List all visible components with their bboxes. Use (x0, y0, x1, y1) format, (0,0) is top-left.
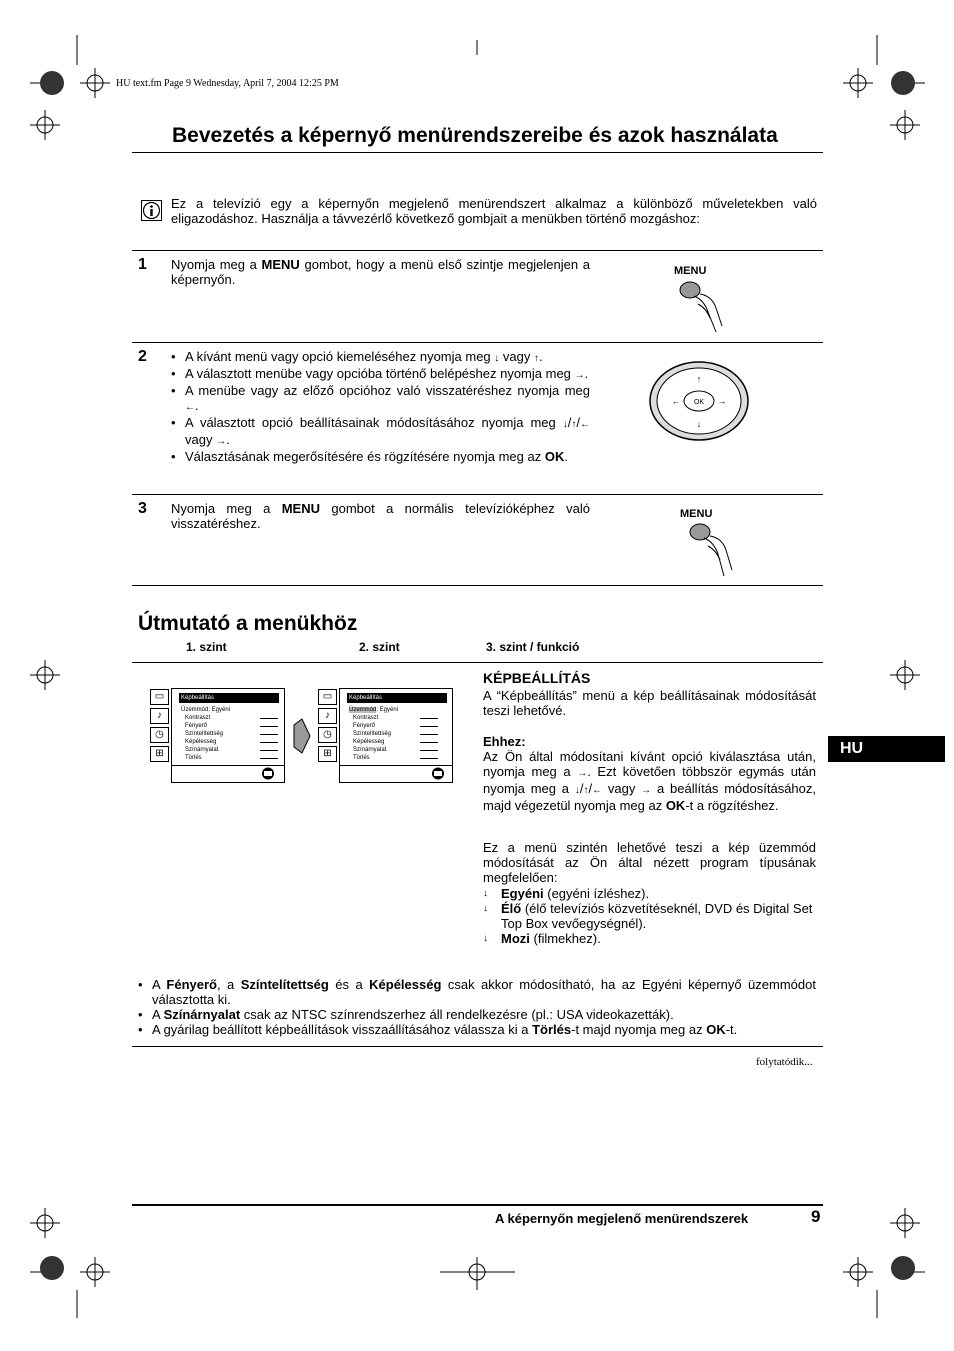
step-3-text: Nyomja meg a MENU gombot a normális televízióképhez való visszatéréshez. (171, 501, 591, 531)
info-icon (141, 200, 162, 221)
mode-line: Üzemmód: Egyéni (349, 707, 399, 713)
menu-screen-level-1 (171, 688, 285, 783)
step-2-bullet-5: • Választásának megerősítésére és rögzítésére nyomja meg az OK. (171, 449, 590, 464)
step1-rule (132, 250, 823, 251)
menu-button-hand-icon (688, 520, 748, 580)
menu-button-label-1: MENU (674, 265, 707, 277)
language-tab: HU (828, 736, 945, 762)
timer-menu-icon: ◷ (318, 727, 337, 743)
notes-list (138, 977, 816, 1037)
down-arrow-icon: ↓ (483, 933, 488, 944)
svg-text:↑: ↑ (696, 374, 702, 384)
menu-item: Fényerő (353, 723, 376, 729)
right-arrow-icon (292, 717, 312, 755)
page-number: 9 (811, 1207, 821, 1226)
sound-menu-icon: ♪ (318, 708, 337, 724)
left-arrow-icon: ← (592, 785, 603, 796)
svg-text:→: → (717, 396, 727, 406)
column-header-level-2: 2. szint (359, 640, 400, 654)
steps-end-rule (132, 585, 823, 586)
page-title: Bevezetés a képernyő menürendszereibe és azok használata (172, 124, 778, 147)
ehhez-label: Ehhez: (483, 734, 526, 749)
step-2-bullet-2: • A választott menübe vagy opcióba történő belépéshez nyomja meg →. (171, 366, 590, 383)
title-rule (132, 152, 823, 153)
step-2-list (171, 349, 590, 464)
timer-menu-icon: ◷ (150, 727, 169, 743)
up-arrow-icon: ↑ (571, 419, 577, 430)
continues-text: folytatódik... (756, 1056, 813, 1068)
step2-rule (132, 342, 823, 343)
note-1: • A Fényerő, a Színtelítettség és a Képélesség csak akkor módosítható, ha az Egyéni képernyő üzemmódot választotta ki. (138, 977, 816, 1007)
note-3: • A gyárilag beállított képbeállítások visszaállításához válassza ki a Törlés-t majd nyomja meg az OK-t. (138, 1022, 816, 1037)
menu-screen-header: Képbeállítás (179, 693, 279, 703)
step-2-bullet-3: • A menübe vagy az előző opcióhoz való visszatéréshez nyomja meg ←. (171, 383, 590, 415)
mode-line: Üzemmód: Egyéni (181, 707, 231, 713)
menu-button-label-3: MENU (680, 508, 713, 520)
down-arrow-icon: ↓ (562, 419, 568, 430)
menu-item: Színárnyalat (185, 747, 219, 753)
menu-item: Színtelítettség (353, 731, 392, 737)
down-arrow-icon: ↓ (483, 903, 488, 914)
setup-menu-icon: ⊞ (318, 746, 337, 762)
menu-item: Kontraszt (353, 715, 379, 721)
menu-item: Színárnyalat (353, 747, 387, 753)
column-header-level-1: 1. szint (186, 640, 227, 654)
footer-rule (132, 1204, 823, 1206)
menu-item: Képélesség (185, 739, 217, 745)
guide-title: Útmutató a menükhöz (138, 612, 358, 635)
down-arrow-icon: ↓ (483, 888, 488, 899)
menu-item: Képélesség (353, 739, 385, 745)
picture-menu-icon: ▭ (318, 689, 337, 705)
down-arrow-icon: ↓ (494, 353, 500, 364)
step-2-number: 2 (138, 348, 147, 365)
kepbeallitas-desc: A “Képbeállítás” menü a kép beállításainak módosítását teszi lehetővé. (483, 688, 816, 718)
column-header-rule (132, 662, 823, 663)
ehhez-text: Az Ön által módosítani kívánt opció kiválasztása után, nyomja meg a →. Ezt követően többször egymás után nyomja meg a ↓/↑/← vagy → a beállítás módosításához, majd végezetül nyomja meg az OK-t a rögzítéshez. (483, 749, 817, 813)
right-arrow-icon: → (216, 436, 227, 447)
left-arrow-icon: ← (185, 402, 195, 413)
left-arrow-icon: ← (580, 419, 590, 430)
right-arrow-icon: → (577, 768, 588, 779)
mode-text: Ez a menü szintén lehetővé teszi a kép üzemmód módosítását az Ön által nézett program típusának megfelelően: (483, 840, 816, 885)
ok-nav-icon (431, 767, 445, 780)
menu-item: Törlés (185, 755, 202, 761)
step-2-bullet-1: • A kívánt menü vagy opció kiemeléséhez nyomja meg ↓ vagy ↑. (171, 349, 590, 366)
up-arrow-icon: ↑ (583, 785, 589, 796)
down-arrow-icon: ↓ (574, 785, 580, 796)
mode-item: ↓ Mozi (filmekhez). (483, 931, 601, 946)
sound-menu-icon: ♪ (150, 708, 169, 724)
menu-button-hand-icon (676, 278, 736, 338)
right-arrow-icon: → (574, 370, 585, 381)
setup-menu-icon: ⊞ (150, 746, 169, 762)
mode-item: ↓ Egyéni (egyéni ízléshez). (483, 886, 650, 901)
menu-screen-level-2 (339, 688, 453, 783)
step-1-text: Nyomja meg a MENU gombot, hogy a menü első szintje megjelenjen a képernyőn. (171, 257, 590, 287)
menu-item: Színtelítettség (185, 731, 224, 737)
mode-item: ↓ Élő (élő televíziós közvetítéseknél, DVD és Digital Set Top Box vevőegységnél). (483, 901, 813, 931)
menu-item: Fényerő (185, 723, 208, 729)
right-arrow-icon: → (641, 785, 652, 796)
navigation-pad-icon (648, 360, 750, 442)
intro-text: Ez a televízió egy a képernyőn megjelenő menürendszert alkalmaz a különböző műveletekben való eligazodáshoz. Használja a távvezérlő következő gombjait a menükben történő mozgáshoz: (171, 196, 817, 226)
menu-item: Törlés (353, 755, 370, 761)
step-1-number: 1 (138, 256, 147, 273)
notes-rule (132, 1046, 823, 1047)
column-header-level-3: 3. szint / funkció (486, 640, 580, 654)
svg-text:OK: OK (693, 399, 705, 406)
step3-rule (132, 494, 823, 495)
picture-menu-icon: ▭ (150, 689, 169, 705)
kepbeallitas-heading: KÉPBEÁLLÍTÁS (483, 670, 591, 686)
mode-list (483, 886, 816, 946)
menu-screen-header: Képbeállítás (347, 693, 447, 703)
file-header: HU text.fm Page 9 Wednesday, April 7, 2004 12:25 PM (116, 78, 339, 89)
step-2-bullet-4: • A választott opció beállításainak módosításához nyomja meg ↓/↑/← vagy →. (171, 415, 590, 449)
footer-section-title: A képernyőn megjelenő menürendszerek (495, 1211, 749, 1226)
svg-text:←: ← (671, 396, 681, 406)
ok-nav-icon (261, 767, 275, 780)
step-3-number: 3 (138, 500, 147, 517)
up-arrow-icon: ↑ (533, 353, 539, 364)
note-2: • A Színárnyalat csak az NTSC színrendszerhez áll rendelkezésre (pl.: USA videokazetták). (138, 1007, 816, 1022)
menu-item: Kontraszt (185, 715, 211, 721)
svg-text:↓: ↓ (696, 419, 702, 429)
